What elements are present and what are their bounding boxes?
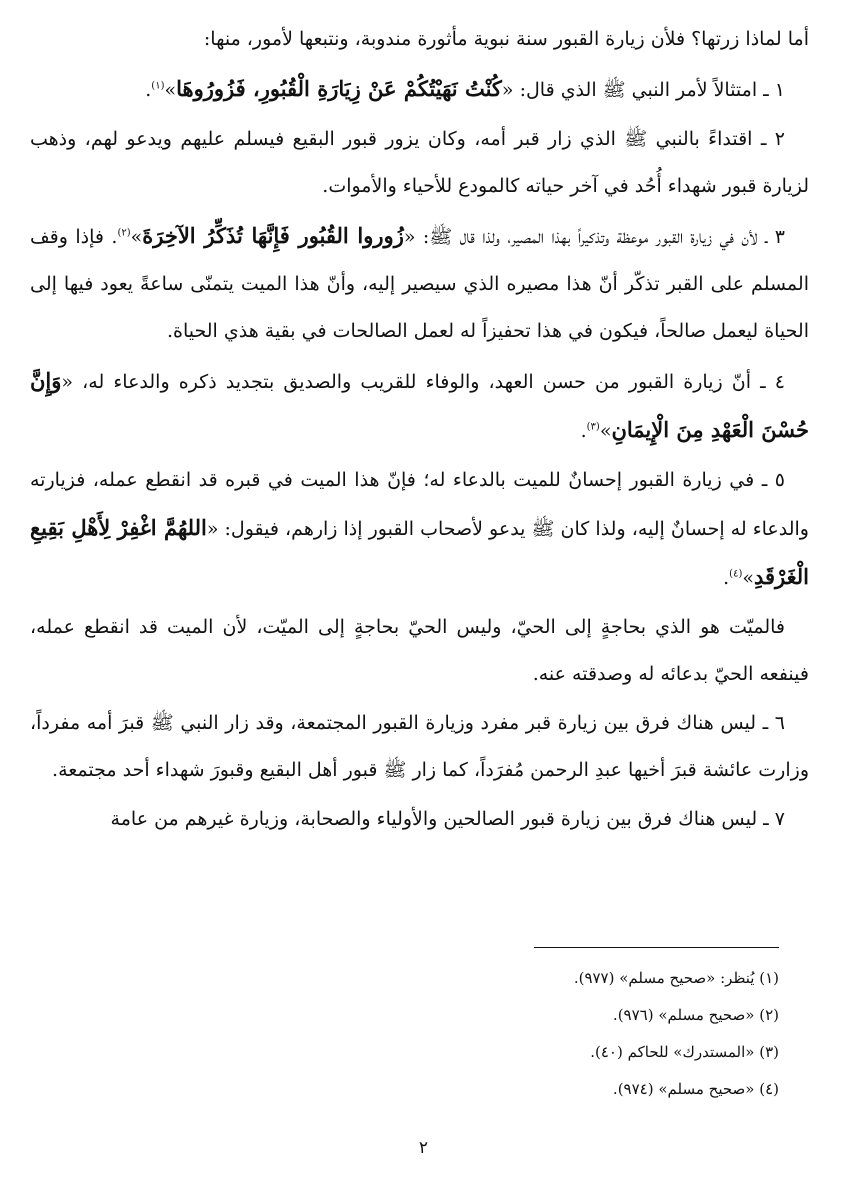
paragraph-text: ٧ ـ ليس هناك فرق بين زيارة قبور الصالحين والأولياء والصحابة، وزيارة غيرهم من عامة xyxy=(110,808,785,830)
paragraph-text: أما لماذا زرتها؟ فلأن زيارة القبور سنة نبوية مأثورة مندوبة، ونتبعها لأمور، منها: xyxy=(203,28,809,50)
hadith-quote: كُنْتُ نَهَيْتُكُمْ عَنْ زِيَارَةِ الْقُبُورِ، فَزُورُوهَا xyxy=(176,76,502,101)
hadith-quote: اللهُمَّ اغْفِرْ لِأَهْلِ بَقِيعِ الْغَرْقَدِ xyxy=(30,515,809,589)
footnote-divider xyxy=(534,947,779,948)
footnote-3: (٣) «المستدرك» للحاكم (٤٠). xyxy=(590,1043,779,1061)
paragraph-text: ١ ـ امتثالاً لأمر النبي ﷺ الذي قال: « xyxy=(501,79,785,101)
quote-close: » xyxy=(164,79,177,101)
paragraph-text: ٢ ـ اقتداءً بالنبي ﷺ الذي زار قبر أمه، وكان يزور قبور البقيع فيسلم عليهم ويدعو لهم، وذهب لزيارة قبور شهداء أُحُد في آخر حياته كالمودع للأحياء والأموات. xyxy=(30,128,809,197)
footnote-ref: (٢) xyxy=(117,227,131,239)
paragraph-intro xyxy=(30,16,809,63)
paragraph-text: . xyxy=(145,79,152,101)
paragraph-text: ٥ ـ في زيارة القبور إحسانٌ للميت بالدعاء له؛ فإنّ هذا الميت في قبره قد انقطع عمله، فزيارته والدعاء له إحسانٌ إليه، ولذا كان ﷺ يدعو لأصحاب القبور إذا زارهم، فيقول: « xyxy=(30,469,809,540)
hadith-quote: وَإِنَّ حُسْنَ الْعَهْدِ مِنَ الْإِيمَانِ xyxy=(30,368,809,442)
footnote-ref: (٣) xyxy=(586,421,600,433)
paragraph-text: ٦ ـ ليس هناك فرق بين زيارة قبر مفرد وزيارة القبور المجتمعة، وقد زار النبي ﷺ قبرَ أمه مفرداً، وزارت عائشة قبرَ أخيها عبدِ الرحمن مُفرَداً، كما زار ﷺ قبور أهل البقيع وقبورَ شهداء أحد مجتمعة. xyxy=(30,712,809,781)
paragraph-point-7 xyxy=(30,796,809,843)
paragraph-point-6 xyxy=(30,700,809,794)
paragraph-commentary xyxy=(30,604,809,698)
paragraph-text: . xyxy=(580,420,587,442)
main-text xyxy=(30,16,809,843)
footnote-ref: (١) xyxy=(151,80,165,92)
paragraph-text: ٣ ـ لأن في زيارة القبور موعظة وتذكيراً بهذا المصير، ولذا قال ﷺ: « xyxy=(403,226,785,248)
paragraph-text: ٤ ـ أنّ زيارة القبور من حسن العهد، والوفاء للقريب والصديق بتجديد ذكره والدعاء له، « xyxy=(61,371,785,393)
paragraph-point-4 xyxy=(30,357,809,455)
page-number: ٢ xyxy=(418,1138,429,1158)
paragraph-point-1 xyxy=(30,65,809,114)
paragraph-text: فالميّت هو الذي بحاجةٍ إلى الحيّ، وليس الحيّ بحاجةٍ إلى الميّت، لأن الميت قد انقطع عمله، فينفعه الحيّ بدعائه له وصدقته عنه. xyxy=(30,616,809,685)
quote-close: » xyxy=(742,567,754,589)
footnote-1: (١) يُنظر: «صحيح مسلم» (٩٧٧). xyxy=(573,969,779,987)
quote-close: » xyxy=(130,226,143,248)
paragraph-text: . xyxy=(723,567,730,589)
footnote-ref: (٤) xyxy=(729,568,743,580)
paragraph-point-5 xyxy=(30,457,809,602)
footnotes xyxy=(279,960,779,1108)
paragraph-point-3 xyxy=(30,212,809,355)
quote-close: » xyxy=(599,420,612,442)
paragraph-point-2 xyxy=(30,116,809,210)
footnote-4: (٤) «صحيح مسلم» (٩٧٤). xyxy=(612,1080,779,1098)
hadith-quote: زُوروا القُبُور فَإِنَّهَا تُذَكِّرُ الآخِرَةَ xyxy=(142,223,404,248)
footnote-2: (٢) «صحيح مسلم» (٩٧٦). xyxy=(612,1006,779,1024)
paragraph-text: . فإذا وقف المسلم على القبر تذكّر أنّ هذا مصيره الذي سيصير إليه، وأنّ هذا الميت يتمنّى ساعةً يعود فيها إلى الحياة ليعمل صالحاً، فيكون في هذا تحفيزاً له لعمل الصالحات في بقية هذي الحياة. xyxy=(30,226,809,342)
